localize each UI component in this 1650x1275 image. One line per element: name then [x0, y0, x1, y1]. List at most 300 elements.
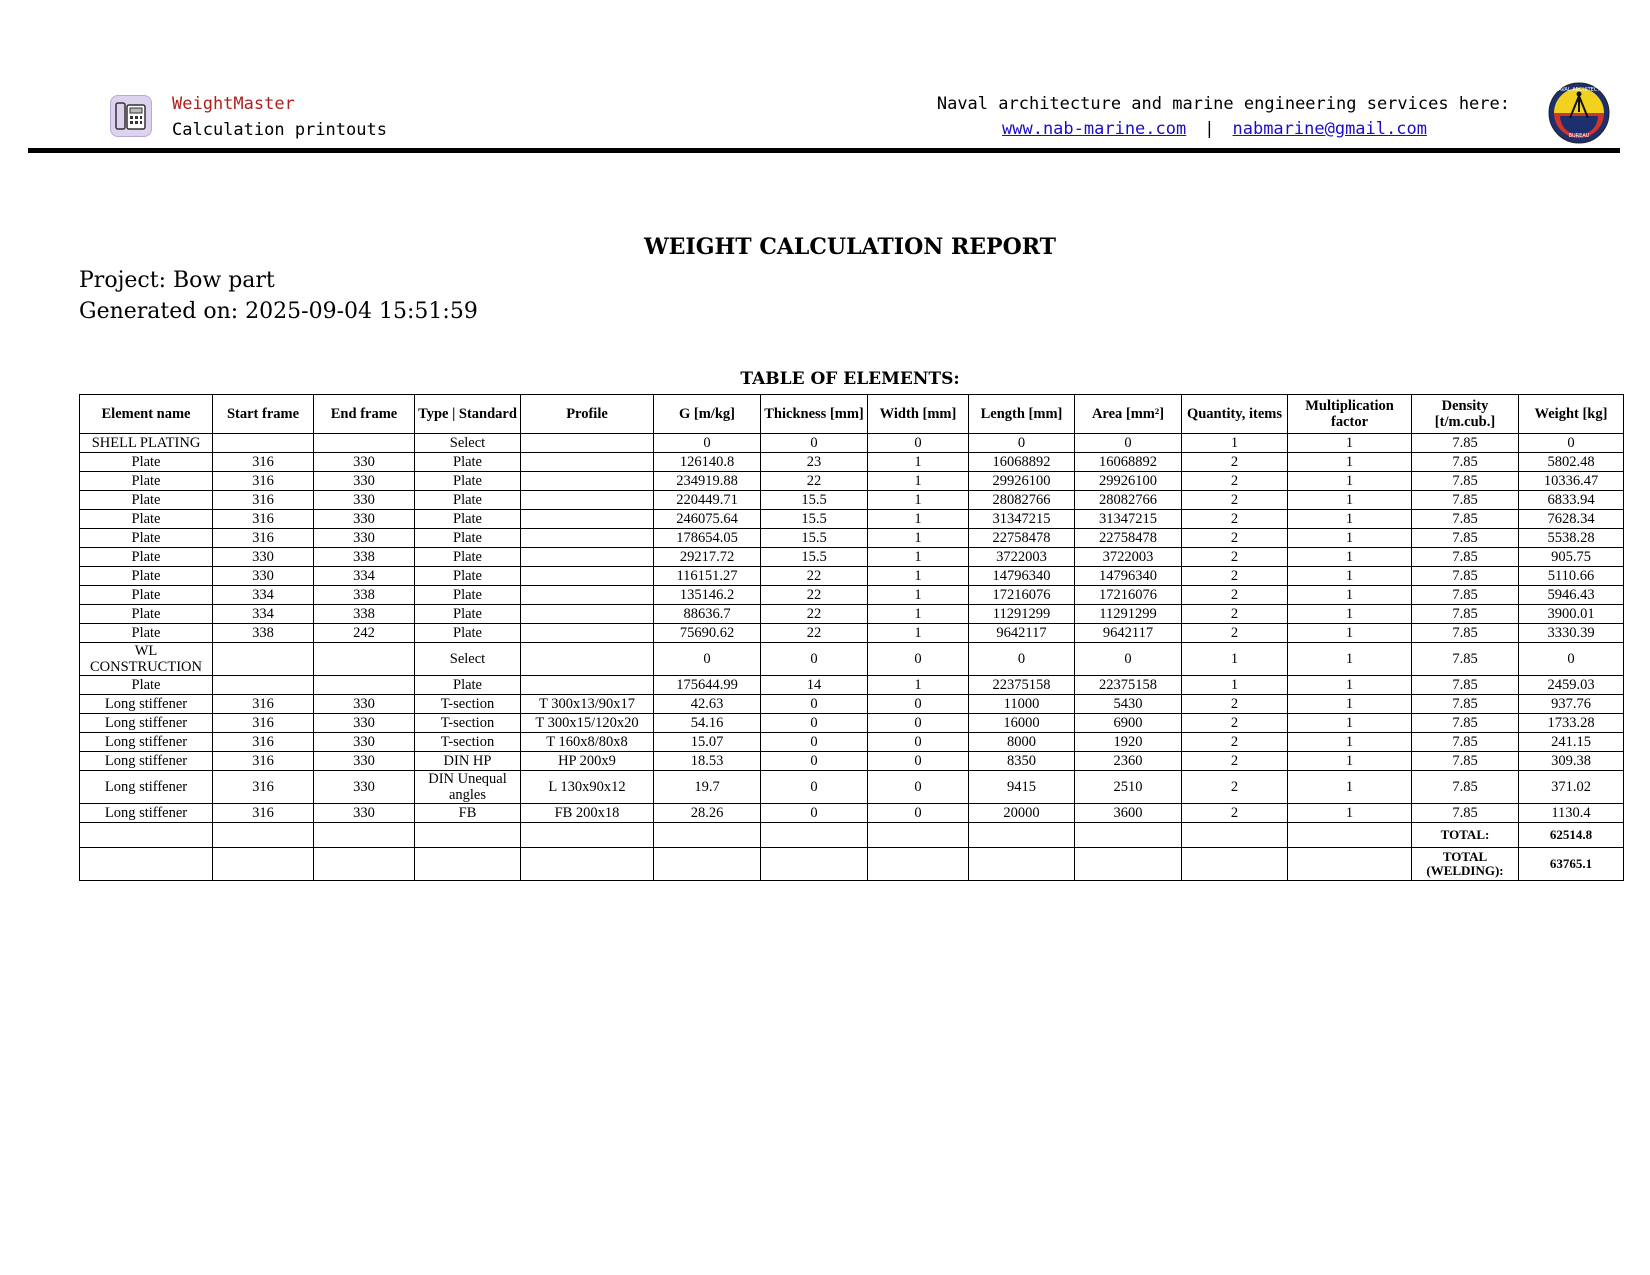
- table-cell: 0: [868, 733, 969, 752]
- table-cell: 18.53: [654, 752, 761, 771]
- table-cell: 0: [868, 804, 969, 823]
- table-cell: T-section: [415, 733, 521, 752]
- table-cell: 1: [1288, 605, 1412, 624]
- table-cell: HP 200x9: [521, 752, 654, 771]
- email-link[interactable]: nabmarine@gmail.com: [1232, 119, 1427, 139]
- table-cell: 7.85: [1412, 434, 1519, 453]
- table-cell: 2: [1182, 491, 1288, 510]
- table-cell: 0: [868, 771, 969, 804]
- table-cell: 8000: [969, 733, 1075, 752]
- column-header: Weight [kg]: [1519, 395, 1624, 434]
- table-cell: [521, 548, 654, 567]
- table-cell: 116151.27: [654, 567, 761, 586]
- table-cell: Long stiffener: [80, 695, 213, 714]
- contact-links: [1002, 119, 1442, 139]
- table-cell: 29926100: [969, 472, 1075, 491]
- table-cell: 1: [1288, 453, 1412, 472]
- table-cell: 22: [761, 472, 868, 491]
- table-cell: Plate: [80, 510, 213, 529]
- table-cell: 2: [1182, 804, 1288, 823]
- table-cell: 0: [1519, 643, 1624, 676]
- table-cell: 1: [1288, 529, 1412, 548]
- table-cell: 16000: [969, 714, 1075, 733]
- table-cell: [213, 676, 314, 695]
- table-cell: 22758478: [1075, 529, 1182, 548]
- table-cell: 7.85: [1412, 714, 1519, 733]
- table-cell: 330: [213, 567, 314, 586]
- column-header: Width [mm]: [868, 395, 969, 434]
- table-cell: 178654.05: [654, 529, 761, 548]
- table-cell: Plate: [80, 567, 213, 586]
- table-cell: 20000: [969, 804, 1075, 823]
- table-cell: 15.5: [761, 529, 868, 548]
- table-row: [80, 752, 1624, 771]
- table-cell: 2: [1182, 472, 1288, 491]
- table-cell: 1733.28: [1519, 714, 1624, 733]
- table-cell: 316: [213, 733, 314, 752]
- table-cell: 330: [314, 714, 415, 733]
- report-title: WEIGHT CALCULATION REPORT: [643, 234, 1057, 260]
- table-cell: 1: [1288, 771, 1412, 804]
- table-cell: 1: [1288, 676, 1412, 695]
- logo-text-top: NAVAL ARCHITECTS: [1554, 87, 1604, 93]
- table-cell: [314, 676, 415, 695]
- table-cell: 7.85: [1412, 548, 1519, 567]
- table-cell: 2: [1182, 695, 1288, 714]
- table-cell: 7.85: [1412, 676, 1519, 695]
- table-cell: Plate: [80, 624, 213, 643]
- table-cell: T 160x8/80x8: [521, 733, 654, 752]
- table-cell: 2: [1182, 453, 1288, 472]
- table-cell: 1: [1182, 643, 1288, 676]
- table-cell: [314, 643, 415, 676]
- table-cell: Plate: [80, 472, 213, 491]
- table-cell: 14796340: [969, 567, 1075, 586]
- column-header: Area [mm²]: [1075, 395, 1182, 434]
- table-cell: 3330.39: [1519, 624, 1624, 643]
- table-cell: 22: [761, 586, 868, 605]
- table-cell: 316: [213, 714, 314, 733]
- table-cell: Plate: [80, 605, 213, 624]
- table-cell: 88636.7: [654, 605, 761, 624]
- table-cell: 22758478: [969, 529, 1075, 548]
- table-cell: 15.5: [761, 510, 868, 529]
- table-cell: Plate: [415, 676, 521, 695]
- table-cell: 330: [314, 752, 415, 771]
- table-cell: 1: [1288, 434, 1412, 453]
- table-cell: Long stiffener: [80, 733, 213, 752]
- table-cell: 1: [1288, 567, 1412, 586]
- table-cell: 1: [868, 510, 969, 529]
- table-row: [80, 605, 1624, 624]
- table-cell: 1: [1288, 548, 1412, 567]
- total-welding-value: 63765.1: [1519, 848, 1624, 881]
- table-cell: [314, 434, 415, 453]
- table-cell: 1: [1288, 643, 1412, 676]
- table-cell: 1: [1288, 586, 1412, 605]
- column-header: Element name: [80, 395, 213, 434]
- table-cell: 2: [1182, 771, 1288, 804]
- table-cell: 11291299: [1075, 605, 1182, 624]
- table-cell: 7.85: [1412, 472, 1519, 491]
- table-cell: 0: [761, 752, 868, 771]
- table-cell: Long stiffener: [80, 771, 213, 804]
- table-cell: 0: [868, 714, 969, 733]
- table-cell: 6833.94: [1519, 491, 1624, 510]
- table-cell: 338: [314, 548, 415, 567]
- column-header: Length [mm]: [969, 395, 1075, 434]
- table-cell: 3722003: [969, 548, 1075, 567]
- table-cell: 7.85: [1412, 529, 1519, 548]
- table-cell: 338: [314, 605, 415, 624]
- table-cell: 338: [314, 586, 415, 605]
- table-cell: [521, 676, 654, 695]
- table-cell: 14796340: [1075, 567, 1182, 586]
- table-row: [80, 434, 1624, 453]
- table-cell: 1: [868, 548, 969, 567]
- table-cell: 2: [1182, 733, 1288, 752]
- table-cell: 2: [1182, 752, 1288, 771]
- table-cell: 15.5: [761, 491, 868, 510]
- table-cell: Select: [415, 643, 521, 676]
- table-row: [80, 624, 1624, 643]
- table-cell: 2: [1182, 567, 1288, 586]
- table-cell: T-section: [415, 714, 521, 733]
- table-cell: 9642117: [969, 624, 1075, 643]
- table-cell: [521, 472, 654, 491]
- table-row: [80, 643, 1624, 676]
- header-rule: [28, 148, 1620, 153]
- table-cell: 19.7: [654, 771, 761, 804]
- table-cell: 220449.71: [654, 491, 761, 510]
- table-cell: 0: [761, 714, 868, 733]
- table-cell: Plate: [415, 453, 521, 472]
- table-cell: 0: [868, 752, 969, 771]
- table-cell: WL CONSTRUCTION: [80, 643, 213, 676]
- table-cell: 22: [761, 605, 868, 624]
- table-row: [80, 676, 1624, 695]
- table-cell: 28082766: [1075, 491, 1182, 510]
- column-header: Quantity, items: [1182, 395, 1288, 434]
- app-subtitle: Calculation printouts: [172, 120, 387, 140]
- table-cell: 0: [761, 643, 868, 676]
- total-label: TOTAL:: [1412, 823, 1519, 848]
- column-header: End frame: [314, 395, 415, 434]
- table-cell: 241.15: [1519, 733, 1624, 752]
- table-cell: 316: [213, 491, 314, 510]
- table-cell: 330: [314, 529, 415, 548]
- table-cell: [213, 434, 314, 453]
- table-cell: 0: [868, 695, 969, 714]
- table-cell: 7.85: [1412, 733, 1519, 752]
- table-cell: 7.85: [1412, 605, 1519, 624]
- table-cell: Plate: [415, 605, 521, 624]
- table-cell: 334: [314, 567, 415, 586]
- table-cell: 2: [1182, 510, 1288, 529]
- table-cell: 0: [761, 695, 868, 714]
- table-cell: 334: [213, 586, 314, 605]
- table-cell: 316: [213, 453, 314, 472]
- table-cell: 7.85: [1412, 491, 1519, 510]
- table-cell: 6900: [1075, 714, 1182, 733]
- table-cell: 0: [654, 643, 761, 676]
- table-title: TABLE OF ELEMENTS:: [740, 369, 960, 389]
- column-header: Multiplication factor: [1288, 395, 1412, 434]
- table-cell: 1: [1288, 510, 1412, 529]
- table-cell: Plate: [80, 529, 213, 548]
- table-cell: 937.76: [1519, 695, 1624, 714]
- table-cell: 2: [1182, 624, 1288, 643]
- table-cell: 5538.28: [1519, 529, 1624, 548]
- table-cell: 7.85: [1412, 752, 1519, 771]
- table-row: [80, 804, 1624, 823]
- table-cell: 22375158: [1075, 676, 1182, 695]
- table-cell: 2459.03: [1519, 676, 1624, 695]
- table-cell: [521, 434, 654, 453]
- table-cell: 135146.2: [654, 586, 761, 605]
- table-cell: 1: [1288, 472, 1412, 491]
- table-cell: Plate: [415, 624, 521, 643]
- table-cell: Plate: [415, 510, 521, 529]
- table-cell: 7.85: [1412, 695, 1519, 714]
- table-cell: [521, 491, 654, 510]
- table-cell: 330: [213, 548, 314, 567]
- table-cell: 16068892: [1075, 453, 1182, 472]
- table-cell: Plate: [415, 548, 521, 567]
- table-cell: 1: [1182, 434, 1288, 453]
- table-row: [80, 453, 1624, 472]
- table-cell: 5802.48: [1519, 453, 1624, 472]
- total-row: [80, 823, 1624, 848]
- table-cell: 29926100: [1075, 472, 1182, 491]
- table-cell: 7.85: [1412, 643, 1519, 676]
- table-cell: 3600: [1075, 804, 1182, 823]
- table-cell: 1: [1288, 752, 1412, 771]
- table-cell: 0: [761, 733, 868, 752]
- table-cell: 330: [314, 472, 415, 491]
- total-welding-label: TOTAL (WELDING):: [1412, 848, 1519, 881]
- table-cell: 0: [654, 434, 761, 453]
- table-cell: 1: [1288, 733, 1412, 752]
- table-footer: [80, 823, 1624, 881]
- table-cell: Plate: [80, 676, 213, 695]
- project-line: Project: Bow part: [79, 268, 275, 293]
- table-cell: [521, 586, 654, 605]
- table-cell: 316: [213, 472, 314, 491]
- table-cell: 338: [213, 624, 314, 643]
- total-value: 62514.8: [1519, 823, 1624, 848]
- table-cell: 330: [314, 771, 415, 804]
- table-cell: 0: [1075, 434, 1182, 453]
- elements-table: [79, 394, 1624, 881]
- column-header: Thickness [mm]: [761, 395, 868, 434]
- table-cell: Plate: [415, 586, 521, 605]
- table-cell: 17216076: [969, 586, 1075, 605]
- logo-text-bottom: BUREAU: [1568, 133, 1590, 139]
- table-cell: 5110.66: [1519, 567, 1624, 586]
- table-cell: 1: [868, 586, 969, 605]
- table-cell: 54.16: [654, 714, 761, 733]
- table-row: [80, 529, 1624, 548]
- table-cell: 28082766: [969, 491, 1075, 510]
- table-cell: 316: [213, 510, 314, 529]
- table-cell: T 300x13/90x17: [521, 695, 654, 714]
- page-header: [0, 0, 1650, 160]
- bureau-logo-icon: [1548, 82, 1610, 144]
- table-cell: 316: [213, 804, 314, 823]
- table-cell: 7.85: [1412, 771, 1519, 804]
- table-cell: 23: [761, 453, 868, 472]
- column-header: Density [t/m.cub.]: [1412, 395, 1519, 434]
- table-row: [80, 567, 1624, 586]
- table-cell: Long stiffener: [80, 714, 213, 733]
- table-cell: 309.38: [1519, 752, 1624, 771]
- table-cell: 330: [314, 453, 415, 472]
- table-cell: SHELL PLATING: [80, 434, 213, 453]
- table-cell: 1130.4: [1519, 804, 1624, 823]
- table-cell: 22: [761, 624, 868, 643]
- table-cell: 0: [969, 643, 1075, 676]
- table-cell: [521, 624, 654, 643]
- table-cell: [521, 529, 654, 548]
- table-cell: 2360: [1075, 752, 1182, 771]
- table-cell: 2: [1182, 714, 1288, 733]
- table-cell: 2: [1182, 548, 1288, 567]
- table-cell: 11000: [969, 695, 1075, 714]
- table-cell: 330: [314, 733, 415, 752]
- table-cell: 29217.72: [654, 548, 761, 567]
- table-cell: [213, 643, 314, 676]
- table-cell: 175644.99: [654, 676, 761, 695]
- table-row: [80, 510, 1624, 529]
- table-cell: 17216076: [1075, 586, 1182, 605]
- link-separator: |: [1204, 119, 1215, 139]
- header-row: [80, 395, 1624, 434]
- table-cell: 2510: [1075, 771, 1182, 804]
- table-cell: T-section: [415, 695, 521, 714]
- table-cell: Plate: [415, 567, 521, 586]
- table-cell: 0: [1519, 434, 1624, 453]
- table-row: [80, 714, 1624, 733]
- table-cell: 1: [1288, 624, 1412, 643]
- table-cell: 0: [761, 771, 868, 804]
- table-cell: 1920: [1075, 733, 1182, 752]
- table-cell: 75690.62: [654, 624, 761, 643]
- table-row: [80, 695, 1624, 714]
- table-cell: 7.85: [1412, 567, 1519, 586]
- table-cell: 316: [213, 771, 314, 804]
- table-cell: 1: [868, 529, 969, 548]
- table-cell: DIN Unequal angles: [415, 771, 521, 804]
- column-header: Profile: [521, 395, 654, 434]
- table-cell: Plate: [80, 586, 213, 605]
- table-cell: 15.5: [761, 548, 868, 567]
- table-cell: [521, 643, 654, 676]
- table-cell: 1: [1288, 714, 1412, 733]
- table-cell: [521, 567, 654, 586]
- table-cell: 334: [213, 605, 314, 624]
- table-cell: 1: [868, 472, 969, 491]
- table-cell: 5430: [1075, 695, 1182, 714]
- table-row: [80, 472, 1624, 491]
- table-cell: 7.85: [1412, 453, 1519, 472]
- table-cell: [521, 453, 654, 472]
- table-cell: 2: [1182, 586, 1288, 605]
- table-cell: Plate: [415, 472, 521, 491]
- table-cell: 126140.8: [654, 453, 761, 472]
- table-cell: Long stiffener: [80, 752, 213, 771]
- table-cell: 7.85: [1412, 586, 1519, 605]
- table-cell: Plate: [415, 529, 521, 548]
- total-welding-row: [80, 848, 1624, 881]
- table-cell: 28.26: [654, 804, 761, 823]
- table-cell: 1: [868, 605, 969, 624]
- calculator-icon: [110, 95, 152, 137]
- table-cell: 1: [868, 676, 969, 695]
- table-cell: Plate: [415, 491, 521, 510]
- table-cell: 3900.01: [1519, 605, 1624, 624]
- table-cell: 1: [868, 624, 969, 643]
- table-cell: 16068892: [969, 453, 1075, 472]
- table-cell: 7.85: [1412, 510, 1519, 529]
- table-cell: T 300x15/120x20: [521, 714, 654, 733]
- generated-line: Generated on: 2025-09-04 15:51:59: [79, 299, 478, 324]
- table-cell: Select: [415, 434, 521, 453]
- table-cell: 22375158: [969, 676, 1075, 695]
- table-cell: 9642117: [1075, 624, 1182, 643]
- table-cell: 0: [761, 434, 868, 453]
- table-cell: 1: [1288, 804, 1412, 823]
- table-cell: 246075.64: [654, 510, 761, 529]
- table-cell: 330: [314, 804, 415, 823]
- table-cell: 3722003: [1075, 548, 1182, 567]
- table-cell: 1: [1288, 695, 1412, 714]
- table-cell: Plate: [80, 453, 213, 472]
- table-cell: FB: [415, 804, 521, 823]
- table-cell: 330: [314, 510, 415, 529]
- table-cell: 7.85: [1412, 624, 1519, 643]
- table-cell: 31347215: [969, 510, 1075, 529]
- table-cell: 11291299: [969, 605, 1075, 624]
- table-cell: [521, 605, 654, 624]
- app-name: WeightMaster: [172, 94, 295, 114]
- table-cell: [521, 510, 654, 529]
- table-cell: 1: [1182, 676, 1288, 695]
- column-header: Type | Standard: [415, 395, 521, 434]
- table-row: [80, 586, 1624, 605]
- table-row: [80, 491, 1624, 510]
- table-cell: L 130x90x12: [521, 771, 654, 804]
- table-cell: 10336.47: [1519, 472, 1624, 491]
- table-cell: 1: [868, 567, 969, 586]
- table-header: [80, 395, 1624, 434]
- column-header: Start frame: [213, 395, 314, 434]
- table-cell: Long stiffener: [80, 804, 213, 823]
- table-cell: Plate: [80, 491, 213, 510]
- table-cell: DIN HP: [415, 752, 521, 771]
- table-cell: 7.85: [1412, 804, 1519, 823]
- table-cell: 1: [868, 491, 969, 510]
- table-cell: 0: [868, 643, 969, 676]
- website-link[interactable]: www.nab-marine.com: [1002, 119, 1187, 139]
- table-cell: 0: [761, 804, 868, 823]
- table-cell: 2: [1182, 529, 1288, 548]
- table-cell: 316: [213, 695, 314, 714]
- table-cell: 0: [1075, 643, 1182, 676]
- table-row: [80, 548, 1624, 567]
- table-cell: 9415: [969, 771, 1075, 804]
- table-cell: 31347215: [1075, 510, 1182, 529]
